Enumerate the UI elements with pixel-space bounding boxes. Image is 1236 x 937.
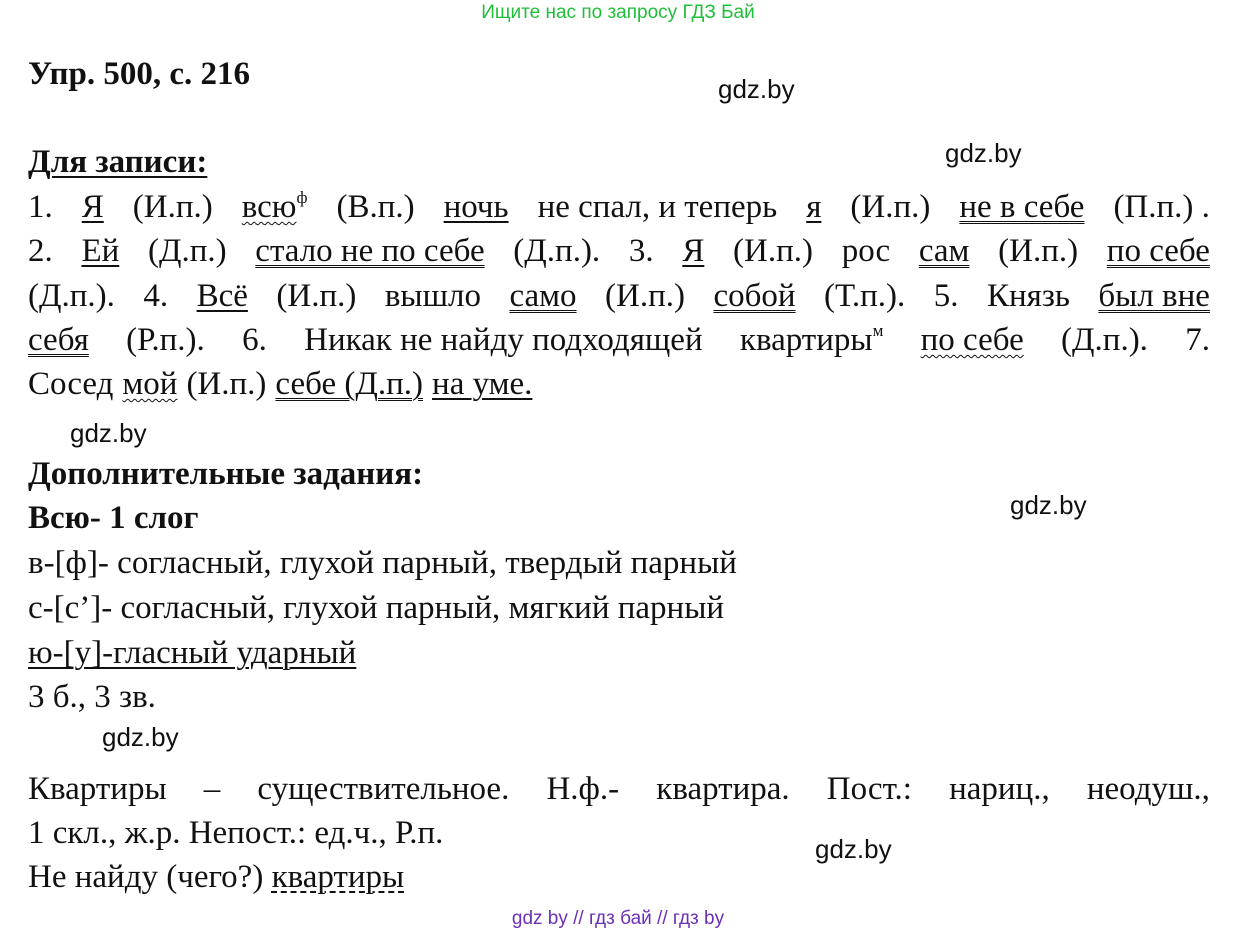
word: стало не по себе	[255, 233, 485, 269]
number: 7.	[1185, 322, 1210, 358]
case: (И.п.)	[733, 233, 813, 269]
footer-links[interactable]: gdz by // гдз бай // гдз by	[511, 908, 725, 929]
watermark: gdz.by	[945, 138, 1022, 168]
word: собой	[713, 278, 796, 314]
word: Я	[81, 189, 104, 225]
word: был вне	[1098, 278, 1210, 314]
text: вышло	[384, 278, 481, 314]
phonetic-line: с-[с’]- согласный, глухой парный, мягкий парный	[28, 590, 725, 626]
text: Не найду (чего?)	[28, 859, 264, 895]
case: (Т.п.).	[824, 278, 906, 314]
sentence-line-2	[28, 233, 1210, 270]
case: (Д.п.).	[513, 233, 601, 269]
case: (И.п.)	[186, 366, 267, 402]
phonetic-summary: 3 б., 3 зв.	[28, 679, 156, 715]
word: квартиры	[739, 322, 873, 358]
sentence-line-5	[28, 366, 532, 403]
word: себя	[28, 322, 89, 358]
text: Никак не найду подходящей	[304, 322, 703, 358]
sentence-line-3	[28, 278, 1210, 315]
word: квартиры	[271, 859, 405, 895]
text: Пост.:	[826, 771, 912, 807]
sentence-line-4	[28, 322, 1210, 359]
top-banner[interactable]: Ищите нас по запросу ГДЗ Бай	[481, 2, 755, 23]
number: 4.	[143, 278, 169, 314]
word: Ей	[81, 233, 120, 269]
number: 1.	[28, 189, 53, 225]
word: всю	[241, 189, 297, 225]
word: Я	[682, 233, 705, 269]
text: не спал, и теперь	[537, 189, 778, 225]
word: Всё	[196, 278, 248, 314]
word-with-mark	[242, 189, 308, 226]
case: (И.п.)	[132, 189, 213, 225]
text: неодуш.,	[1086, 771, 1210, 807]
word: не в себе	[959, 189, 1085, 225]
watermark: gdz.by	[1010, 490, 1087, 520]
sentence-line-1	[28, 189, 1210, 226]
number: 2.	[28, 233, 53, 269]
number: 3.	[628, 233, 654, 269]
superscript: ф	[296, 188, 308, 207]
text: Квартиры	[28, 771, 167, 807]
text: Сосед	[28, 366, 114, 402]
word: ночь	[443, 189, 509, 225]
watermark: gdz.by	[815, 834, 892, 864]
watermark: gdz.by	[102, 722, 179, 752]
word: я	[806, 189, 822, 225]
text: –	[203, 771, 221, 807]
case: (Д.п.).	[1061, 322, 1148, 358]
superscript: м	[872, 321, 884, 340]
case: (Д.п.)	[147, 233, 227, 269]
word: само	[509, 278, 577, 314]
word: по себе	[920, 322, 1024, 358]
number: 5.	[933, 278, 959, 314]
case: (В.п.)	[336, 189, 415, 225]
text: Князь	[986, 278, 1070, 314]
word-with-mark	[740, 322, 883, 359]
text: рос	[841, 233, 891, 269]
text: Н.ф.-	[546, 771, 620, 807]
extra-heading: Дополнительные задания:	[28, 456, 424, 492]
word: себе (Д.п.)	[275, 366, 424, 402]
text: нариц.,	[949, 771, 1050, 807]
case: (Р.п.).	[126, 322, 205, 358]
case: (П.п.) .	[1113, 189, 1210, 225]
word: на уме.	[432, 366, 533, 402]
word: сам	[918, 233, 970, 269]
morph-line-1	[28, 771, 1210, 808]
case: (Д.п.).	[28, 278, 115, 314]
phonetic-line: ю-[у]-гласный ударный	[28, 635, 357, 671]
phonetic-line: в-[ф]- согласный, глухой парный, твердый парный	[28, 545, 737, 581]
word: мой	[122, 366, 178, 402]
case: (И.п.)	[850, 189, 931, 225]
word: по себе	[1106, 233, 1210, 269]
record-heading: Для записи:	[28, 144, 208, 180]
text: существительное.	[257, 771, 510, 807]
watermark: gdz.by	[70, 418, 147, 448]
number: 6.	[242, 322, 267, 358]
morph-line-3	[28, 859, 404, 896]
morph-line-2: 1 скл., ж.р. Непост.: ед.ч., Р.п.	[28, 815, 444, 851]
case: (И.п.)	[998, 233, 1079, 269]
syllable-heading: Всю- 1 слог	[28, 500, 199, 536]
page-title: Упр. 500, с. 216	[28, 56, 251, 92]
text: квартира.	[656, 771, 790, 807]
case: (И.п.)	[605, 278, 685, 314]
case: (И.п.)	[276, 278, 357, 314]
watermark: gdz.by	[718, 74, 795, 104]
